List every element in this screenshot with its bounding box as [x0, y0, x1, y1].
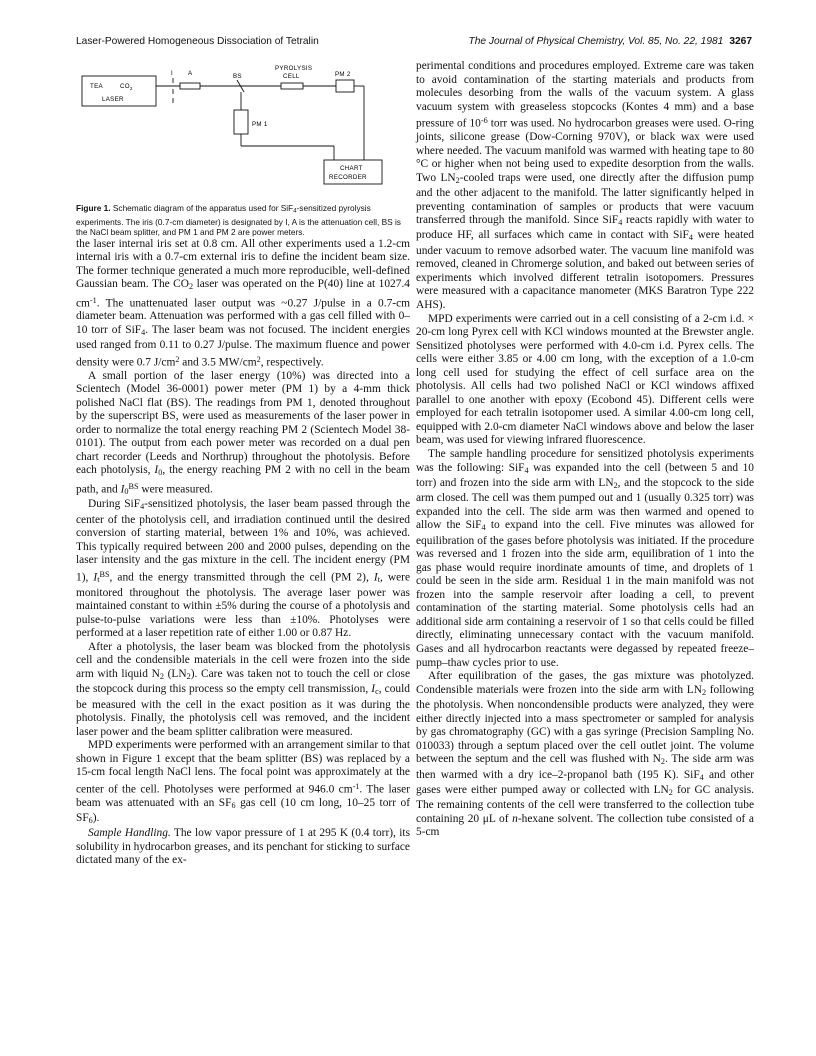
- right-column: [416, 60, 754, 840]
- caption-label: Figure 1.: [76, 203, 111, 213]
- pm2-box: [336, 80, 354, 92]
- left-paragraph-1: the laser internal iris set at 0.8 cm. All other experiments used a 1.2-cm internal iris with a 0.7-cm external iris to define the incident beam size. The former technique generated a much more reproducible, well-defined Gaussian beam. The $CO_2$ laser was operated on the P(40) line at 1027.4 $cm^{-1}$. The unattenuated laser output was ~0.27 J/pulse in a 0.7-cm diameter beam. Attenuation was performed with a gas cell filled with 0–10 torr of SiF$_4$. The laser beam was not focused. The incident energies used ranged from 0.11 to 0.27 J/pulse. The maximum fluence and power density were 0.7 $J/cm^2$ and 3.5 $MW/cm^2$, respectively.: [76, 237, 410, 369]
- left-paragraph-2: A small portion of the laser energy (10%) was directed into a Scientech (Model 36-0001) power meter (PM 1) by a 4-mm thick polished NaCl flat (BS). The readings from PM 1, denoted throughout by the superscript BS, were used as measurements of the laser power in order to normalize the total energy reaching PM 2 (Scientech Model 38-0101). The output from each power meter was recorded on a dual pen chart recorder (Leeds and Northrup) throughout the photolysis. Before each photolysis, $I_0$, the energy reaching PM 2 with no cell in the beam path, and $I_0^{BS}$ were measured.: [76, 369, 410, 496]
- figure-caption: Figure 1. Schematic diagram of the apparatus used for SiF$_4$-sensitized pyrolysis experiments. The iris (0.7-cm diameter) is designated by I, A is the attenuation cell, BS is the NaCl beam splitter, and PM 1 and PM 2 are power meters.: [76, 203, 401, 238]
- left-paragraph-3: During SiF$_4$-sensitized photolysis, the laser beam passed through the center of the photolysis cell, and irradiation continued until the desired conversion of starting material, between 1% and 10%, was achieved. This typically required between 200 and 2000 pulses, depending on the laser intensity and the gas mixture in the cell. The incident energy (PM 1), $I_t^{BS}$, and the energy transmitted through the cell (PM 2), $I_t$, were monitored throughout the photolysis. The average laser power was maintained constant to within ±5% during the course of a photolysis and pulse-to-pulse variations were less than ±10%. Photolyses were performed at a laser repetition rate of either 1.00 or 0.87 Hz.: [76, 498, 411, 640]
- label-recorder: RECORDER: [329, 174, 367, 181]
- label-co2-main: CO: [120, 83, 130, 90]
- label-cell: CELL: [283, 73, 300, 80]
- right-paragraph-3: The sample handling procedure for sensitized photolysis experiments was the following: SiF$_4$ was expanded into the cell (between 5 and 10 torr) and frozen into the side arm with $LN_2$, and the stopcock to the side arm closed. The cell was them pumped out and 1 (usually 0.325 torr) was expanded into the cell. The side arm was then warmed and opened to allow the SiF$_4$ to expand into the cell. Five minutes was allowed for equilibration of the gases before photolysis was initiated. If the procedure was reversed and 1 frozen into the side arm, equilibration of 1 into the gas phase would require inordinate amounts of time, and droplets of 1 could be seen in the side arm. Residual 1 in the main manifold was not frozen into the sample reservoir after loading a cell, to prevent contamination of the starting material. Some photolysis cells had an additional side arm containing a reservoir of 1 so that cells could be filled directly, eliminating unnecessary contact with the vacuum manifold. Gases and all hydrocarbon reactants were degassed by repeated freeze–pump–thaw cycles prior to use.: [416, 447, 755, 669]
- label-pyrolysis: PYROLYSIS: [275, 65, 313, 72]
- running-header: Laser-Powered Homogeneous Dissociation of Tetralin: [76, 36, 319, 47]
- attenuation-cell: [180, 83, 200, 89]
- pm1-box: [234, 110, 248, 134]
- section-heading-sample-handling: Sample Handling.: [88, 827, 171, 840]
- left-paragraph-6: Sample Handling. The low vapor pressure of 1 at 295 K (0.4 torr), its solubility in hydrocarbon greases, and its penchant for sticking to surface dictated many of the ex-: [76, 827, 410, 867]
- right-paragraph-4: After equilibration of the gases, the gas mixture was photolyzed. Condensible materials were frozen into the side arm with $LN_2$ following the photolysis. When noncondensible products were analyzed, they were either directly injected into a mass spectrometer or sampled for analysis by gas chromatography (GC) with a gas syringe (Precision Sampling No. 010033) through a septum placed over the cell outlet joint. The volume between the septum and the cell was flushed with $N_2$. The side arm was then warmed with a dry ice–2-propanol bath (195 K). SiF$_4$ and other gases were either pumped away or collected with $LN_2$ for GC analysis. The remaining contents of the cell were transferred to the collection tube containing 20 μL of n-hexane solvent. The collection tube consisted of a 5-cm: [416, 670, 755, 839]
- label-attenuation: A: [188, 70, 193, 77]
- left-paragraph-5: MPD experiments were performed with an arrangement similar to that shown in Figure 1 except that the beam splitter (BS) was replaced by a 15-cm focal length NaCl lens. The focal point was approximately at the center of the cell. Photolyses were performed at 946.0 $cm^{-1}$. The laser beam was attenuated with an $SF_6$ gas cell (10 cm long, 10–25 torr of $SF_6$).: [76, 739, 410, 825]
- figure-1: [76, 60, 410, 195]
- left-paragraph-4: After a photolysis, the laser beam was blocked from the photolysis cell and the condensible materials in the cell were frozen into the side arm with liquid $N_2$ $(LN_2)$. Care was taken not to touch the cell or close the stopcock during this process so the empty cell transmission, $I_c$, could be measured with the cell in the exact position as it was during the photolysis. Finally, the photolysis cell was removed, and the incident laser power and the beam splitter calibration were measured.: [76, 640, 411, 738]
- page-number: 3267: [729, 36, 752, 47]
- label-laser: LASER: [102, 96, 124, 103]
- apparatus-diagram: [76, 60, 410, 195]
- label-pm2: PM 2: [335, 71, 351, 78]
- label-pm1: PM 1: [252, 121, 268, 128]
- pyrolysis-cell-shape: [281, 83, 303, 89]
- label-tea: TEA: [90, 83, 103, 90]
- label-iris: I: [171, 70, 174, 77]
- right-paragraph-2: MPD experiments were carried out in a cell consisting of a 2-cm i.d. × 20-cm long Pyrex cell with KCl windows mounted at the Brewster angle. Sensitized photolyses were performed with 4.0-cm i.d. Pyrex cells. The cells were either 3.85 or 4.00 cm long, with the exception of a 1.0-cm long cell used for studying the effect of cell surface area on the photolysis. All cells had two polished NaCl or KCl windows affixed parallel to one another with epoxy (Ecobond 45). Different cells were employed for each tetralin isotopomer used. A similar 4.00-cm long cell, equipped with 2.0-cm diameter NaCl windows above and below the laser beam, was used for viewing infrared fluorescence.: [416, 312, 754, 447]
- journal-citation: The Journal of Physical Chemistry, Vol. 85, No. 22, 1981: [468, 36, 724, 47]
- label-bs: BS: [233, 73, 242, 80]
- label-co2-sub: 2: [129, 86, 133, 91]
- label-co2: [120, 83, 133, 91]
- journal-header: [469, 36, 752, 47]
- right-paragraph-1: perimental conditions and procedures employed. Extreme care was taken to avoid contamination of the starting materials and products from molecules desorbing from the walls of the vacuum system. A glass vacuum system with greaseless stopcocks (Kontes 4 mm) and a base pressure of $10^{-6}$ torr was used. No hydrocarbon greases were used. O-ring joints, silicone grease (Dow-Corning 970V), or black wax were used where needed. The vacuum manifold was warmed with heating tape to 80 °C or higher when not being used to expedite desorption from the walls. Two $LN_2$-cooled traps were used, one directly after the diffusion pump and the other adjacent to the manifold. The latter significantly helped in preventing contamination of samples or products that were vacuum transferred through the manifold. Since SiF$_4$ reacts rapidly with water to produce HF, all surfaces which came in contact with SiF$_4$ were heated under vacuum to remove adsorbed water. The vacuum line manifold was removed, cleaned in Chromerge solution, and baked out between series of experiments which involved different tetralin isotopomers. Pressures were measured with a capacitance manometer (MKS Baratron Type 222 AHS).: [416, 60, 754, 311]
- left-column: [76, 60, 410, 868]
- label-chart: CHART: [340, 165, 363, 172]
